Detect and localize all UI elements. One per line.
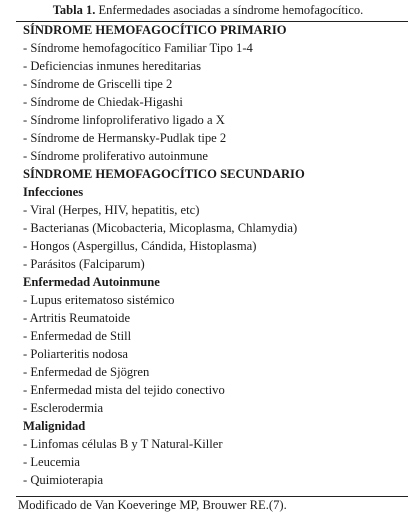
list-item: - Enfermedad de Sjögren (23, 365, 150, 379)
list-item: - Artritis Reumatoide (23, 311, 131, 325)
list-item: - Síndrome proliferativo autoinmune (23, 149, 209, 163)
list-item: - Síndrome de Hermansky-Pudlak tipe 2 (23, 131, 227, 145)
table-caption-label: Tabla 1. (52, 3, 96, 17)
list-item: - Hongos (Aspergillus, Cándida, Histoplasma) (23, 239, 257, 253)
list-item: - Viral (Herpes, HIV, hepatitis, etc) (23, 203, 200, 217)
table-body (23, 21, 403, 489)
list-item: - Síndrome linfoproliferativo ligado a X (23, 113, 225, 127)
list-item: - Esclerodermia (23, 401, 104, 415)
table-footnote: Modificado de Van Koeveringe MP, Brouwer RE.(7). (18, 498, 287, 512)
table-caption-text: Enfermedades asociadas a síndrome hemofagocítico. (98, 3, 364, 17)
list-item: - Lupus eritematoso sistémico (23, 293, 175, 307)
list-item: - Linfomas células B y T Natural-Killer (23, 437, 223, 451)
list-item: - Parásitos (Falciparum) (23, 257, 145, 271)
table-caption (0, 3, 416, 18)
list-item: - Síndrome hemofagocítico Familiar Tipo 1-4 (23, 41, 253, 55)
subsection-heading: Enfermedad Autoinmune (23, 275, 160, 289)
list-item: - Bacterianas (Micobacteria, Micoplasma, Chlamydia) (23, 221, 298, 235)
subsection-heading: Malignidad (23, 419, 86, 433)
list-item: - Enfermedad de Still (23, 329, 132, 343)
section-heading: SÍNDROME HEMOFAGOCÍTICO SECUNDARIO (23, 167, 305, 181)
list-item: - Síndrome de Griscelli tipe 2 (23, 77, 173, 91)
list-item: - Enfermedad mista del tejido conectivo (23, 383, 225, 397)
list-item: - Deficiencias inmunes hereditarias (23, 59, 201, 73)
list-item: - Leucemia (23, 455, 80, 469)
list-item: - Quimioterapia (23, 473, 104, 487)
list-item: - Síndrome de Chiedak-Higashi (23, 95, 183, 109)
subsection-heading: Infecciones (23, 185, 84, 199)
list-item: - Poliarteritis nodosa (23, 347, 128, 361)
section-heading: SÍNDROME HEMOFAGOCÍTICO PRIMARIO (23, 23, 287, 37)
